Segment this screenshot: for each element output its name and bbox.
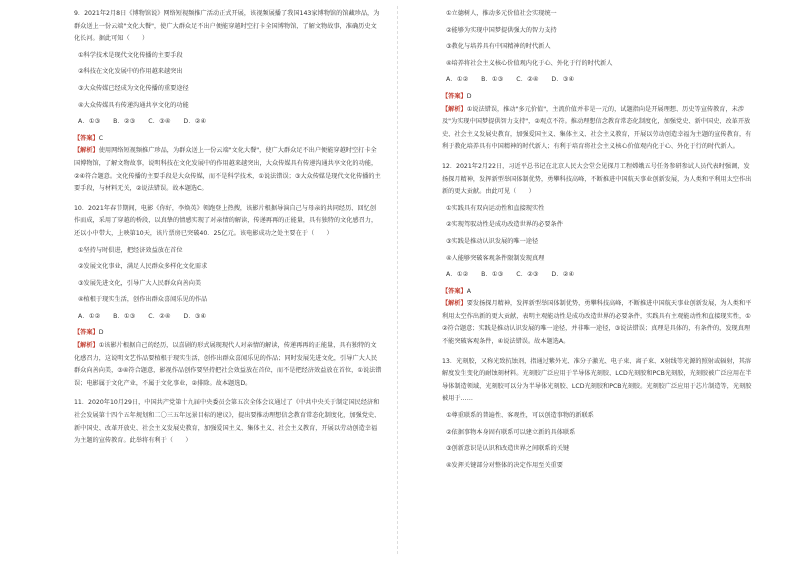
- question-stem: 13．光刻胶，又称光致抗蚀剂，指通过紫外光、准分子激光、电子束、离子束、X射线等光源的照射或辐射，其溶解度发生变化的耐蚀刻材料。光刻胶广泛应用于半导体光刻胶、LCD光刻胶和PCB光刻胶，光刻胶被广泛应用在半导体制造领域，光刻胶可以分为半导体光刻胶、LCD光刻胶和PCB光刻胶。光刻胶广泛应用于芯片制造等，光刻胶被用于……: [442, 357, 752, 403]
- option: ①坚持与时俱进，把经济效益放在首位: [78, 246, 183, 254]
- option: ①尊重联系的普遍性、客观性，可以创造事物的新联系: [446, 412, 594, 420]
- analysis: [442, 298, 752, 348]
- option: ④人能够突破客观条件限制发现真理: [446, 254, 545, 262]
- analysis-label: 【解析】: [74, 342, 99, 350]
- option: ①科学技术是现代文化传播的主要手段: [78, 51, 183, 59]
- option: ③教化与培养具有中国精神的时代新人: [446, 43, 551, 51]
- analysis-label: 【解析】: [442, 300, 467, 308]
- option: ②依据事物本身固有联系可以建立新的具体联系: [446, 428, 576, 436]
- answer-label: 【答案】: [74, 134, 99, 142]
- question-10: [74, 203, 382, 391]
- answer-line: [74, 133, 382, 146]
- answer-value: D: [98, 329, 104, 337]
- option: ②能够为实现中国梦提供强大的智力支持: [446, 26, 557, 34]
- option: ④植根于现实生活，创作出群众喜闻乐见的作品: [78, 296, 208, 304]
- answer-label: 【答案】: [74, 329, 99, 337]
- option: ④发挥关键部分对整体的决定作用至关重要: [446, 461, 563, 469]
- analysis-text: 要发扬探月精神，发挥新型举国体制优势，勇攀科技高峰，不断推进中国航天事业创新发展，为人类和平利用太空作出新的更大贡献，表明主观能动性是成功改造世界的必要条件，实践具有主观能动性和直接现实性，①②符合题意；实践是推动认识发展的唯一途径，并非唯一途径，③说法错误；真理是具体的，有条件的，发现真理不能突破客观条件，④说法错误。故本题选A。: [442, 300, 752, 346]
- analysis: [74, 145, 382, 195]
- option: ①立德树人，推动多元价值社会实现统一: [446, 10, 557, 17]
- question-stem: 12．2021年2月22日，习近平总书记在北京人民大会堂会见探月工程嫦娥五号任务参研参试人员代表时强调，发扬探月精神，发挥新型举国体制优势，勇攀科技高峰，不断推进中国航天事业创新发展，为人类和平利用太空作出新的更大贡献。由此可见（ ）: [442, 162, 752, 196]
- column-divider: [397, 6, 398, 554]
- choices: A．①② B．①③ C．②③ D．②④: [446, 271, 575, 279]
- analysis-label: 【解析】: [74, 147, 99, 155]
- analysis-text: ①该影片根据自己的经历，以喜剧的形式展现现代人对亲情的解读，传递再再的正能量，具有独特的文化感召力，这说明文艺作品要植根于现实生活，创作出群众喜闻乐见的作品；同时发展先进文化，引导广大人民群众向善向美，③④符合题意，影视作品创作要坚持把社会效益放在首位，而不是把经济效益放在首位，①说法错误；电影属于文化产业，不属于文化事业，②排除。故本题选D。: [74, 342, 382, 387]
- answer-line: [442, 286, 752, 299]
- choices: A．①③ B．②③ C．③④ D．②④: [78, 118, 207, 126]
- question-12: [442, 161, 752, 349]
- choices: A．①② B．①③ C．②④ D．③④: [446, 76, 575, 84]
- option: ③实践是推动认识发展的唯一途径: [446, 237, 539, 245]
- option: ②实现驾驭动性是成功改造世界的必要条件: [446, 221, 563, 229]
- analysis-label: 【解析】: [442, 105, 467, 113]
- option: ③创新意识是认识和改造世界之间联系的关键: [446, 445, 570, 453]
- right-column: [442, 8, 752, 472]
- answer-label: 【答案】: [442, 287, 467, 295]
- question-stem: 11．2020年10月29日，中国共产党第十九届中央委员会第五次全体会议通过了《中共中央关于制定国民经济和社会发展第十四个五年规划和二〇三五年远景目标的建议》，提出要推动理想信念教育常态化制度化，加强党史、新中国史、改革开放史、社会主义发展史教育，加强爱国主义、集体主义、社会主义教育，开展以劳动创造幸福为主题的宣传教育。此举将有利于（ ）: [74, 399, 381, 445]
- option: ②科技在文化发展中的作用越来越突出: [78, 68, 183, 76]
- question-stem: 9．2021年2月8日《博物馆说》网络短视频推广活动正式开展，该视频展播了我国143家博物馆的馆藏珍品，为群众送上一份云端"文化大餐"，使广大群众足不出户便能穿越时空打卡全国博物馆，了解文物故事，准确历史文化长河。据此可知（ ）: [74, 10, 380, 43]
- answer-value: A: [466, 287, 471, 295]
- analysis-text: ①说法错误，推动"多元价值"，主流价值并非是一元的，试题指向是开展理想、历史等宣传教育，未涉及"为实现中国梦提供智力支持"，②观点不符。推动理想信念教育常态化制度化，加强党史、新中国史、改革开放史、社会主义发展史教育，加强爱国主义、集体主义、社会主义教育，开展以劳动创造幸福为主题的宣传教育，有利于教化培养具有中国精神的时代新人；有利于培育将社会主义核心价值观内化于心、外化于行的时代新人。: [442, 105, 752, 151]
- left-column: [74, 8, 382, 448]
- option: ③大众传媒已经成为文化传播的重要途径: [78, 84, 189, 92]
- answer-label: 【答案】: [442, 92, 467, 100]
- option: ②发展文化事业，满足人民群众多样化文化需求: [78, 263, 208, 271]
- option: ③发展先进文化，引导广大人民群众向善向美: [78, 279, 202, 287]
- option: ④大众传媒具有传递沟通共享文化的功能: [78, 101, 189, 109]
- answer-line: [442, 91, 752, 104]
- question-11: [74, 397, 382, 447]
- answer-line: [74, 327, 382, 340]
- question-9: [74, 8, 382, 196]
- analysis: [442, 104, 752, 154]
- analysis-text: 使用网络短视频推广珍品，为群众送上一份云端"文化大餐"，使广大群众足不出户便能穿越时空打卡全国博物馆，了解文物故事，说明科技在文化发展中的作用越来越突出，大众传媒具有传递沟通共享文化的功能，②④符合题意。文化传播的主要手段是大众传媒，而不是科学技术，①说法错误；③大众传媒是现代文化传播的主要手段，与材料无关，②说法错误。故本题选C。: [74, 147, 381, 193]
- question-11-continued: [442, 8, 752, 154]
- analysis: [74, 340, 382, 390]
- option: ④培养将社会主义核心价值观内化于心、外化于行的时代新人: [446, 59, 613, 67]
- answer-value: D: [466, 92, 472, 100]
- choices: A．①② B．①③ C．②④ D．③④: [78, 312, 207, 320]
- answer-value: C: [98, 134, 104, 142]
- option: ①实践具有双向运动性和直接现实性: [446, 204, 545, 212]
- question-13: [442, 356, 752, 473]
- question-stem: 10．2021年春节期间，电影《你好，李焕英》领跑登上热搜，该影片根据导演自己与母亲的共同经历、回忆创作而成，采用了穿越的桥段，以真挚的情感实现了对亲情的解读，传递再再的正能量，具有独特的文化感召力，还以小中带大，上映第10天，该片票房已突破40．25亿元。该电影成功之处主要在于（ ）: [74, 204, 378, 237]
